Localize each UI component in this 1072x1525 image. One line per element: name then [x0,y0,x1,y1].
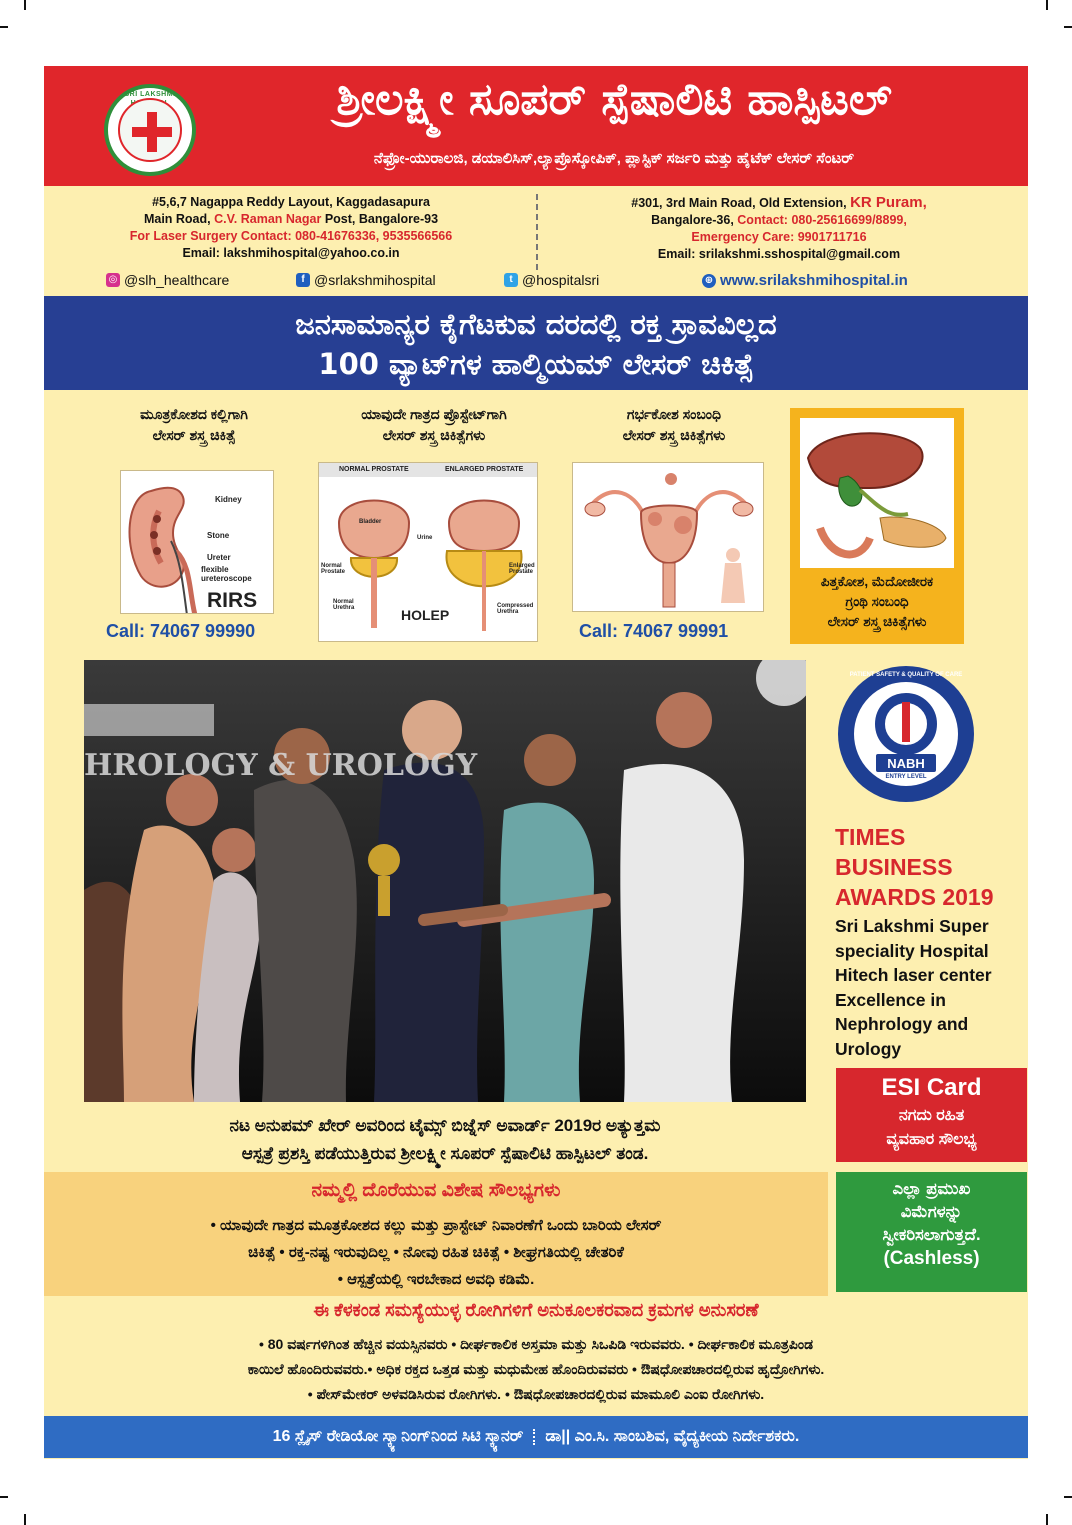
crop-mark-top-right-h [1064,26,1072,28]
website-text: www.srilakshmihospital.in [720,272,908,289]
crop-mark-top-left-h [0,26,8,28]
instagram-handle[interactable] [106,272,229,288]
address-text: Bangalore-36, [651,213,738,227]
award-line: AWARDS 2019 [835,884,994,910]
stage-backdrop-text: HROLOGY & UROLOGY [84,748,478,783]
condition-line: • 80 ವರ್ಷಗಳಿಗಿಂತ ಹೆಚ್ಚಿನ ವಯಸ್ಸಿನವರು • ದೀರ್ಘಕಾಲಿಕ ಅಸ್ತಮಾ ಮತ್ತು ಸಿಒಪಿಡಿ ಇರುವವರು. • ದೀರ್ಘಕಾಲಿಕ ಮೂತ್ರಪಿಂಡ [258,1336,814,1352]
kidney-image [120,470,274,614]
esi-title: ESI Card [881,1074,982,1101]
hospital-advertisement [44,66,1028,1459]
address-text: Post, Bangalore-93 [321,212,439,226]
cashless-label: (Cashless) [883,1248,980,1269]
gallbladder-image [800,418,954,568]
award-desc-line: Urology [835,1038,902,1059]
footer-divider [533,1429,535,1445]
contact-number: Contact: 080-25616699/8899, [737,213,907,227]
holep-caption: HOLEP [401,607,450,623]
label-line: ಪಿತ್ತಕೋಶ, ಮೆದೋಜೀರಕ [820,574,934,589]
address-divider [536,194,538,270]
award-line: TIMES [835,824,906,850]
urine-label: Urine [417,535,433,541]
award-desc-line: Sri Lakshmi Super [835,916,989,936]
nabh-emblem [854,682,958,786]
condition-line: • ಪೇಸ್‌ಮೇಕರ್ ಅಳವಡಿಸಿರುವ ರೋಗಿಗಳು. • ಔಷಧೋಪಚಾರದಲ್ಲಿರುವ ಮಾಮೂಲಿ ಎಂಐ ರೋಗಿಗಳು. [307,1386,765,1402]
treatment-label-prostate [314,404,554,446]
label-line: ಲೇಸರ್ ಶಸ್ತ್ರ ಚಿಕಿತ್ಸೆ [152,427,236,443]
crop-mark-bottom-right [1046,1514,1048,1525]
nabh-name: NABH [887,756,925,771]
locality-name: C.V. Raman Nagar [214,212,322,226]
label-line: ಮೂತ್ರಕೋಶದ ಕಲ್ಲಿಗಾಗಿ [140,406,248,422]
crop-mark-top-left [24,0,26,10]
cross-icon-bar [132,127,172,137]
caption-line: ನಟ ಅನುಪಮ್ ಖೇರ್ ಅವರಿಂದ ಟೈಮ್ಸ್ ಬಿಜ್ನೆಸ್ ಅವಾರ್ಡ್ 2019ರ ಅತ್ಯುತ್ತಮ [229,1116,661,1135]
compressed-urethra-label: Compressed Urethra [497,603,534,615]
facility-line: • ಯಾವುದೇ ಗಾತ್ರದ ಮೂತ್ರಕೋಶದ ಕಲ್ಲು ಮತ್ತು ಪ್ರಾಸ್ಟೇಟ್ ನಿವಾರಣೆಗೆ ಒಂದು ಬಾರಿಯ ಲೇಸರ್ [210,1217,662,1234]
facility-line: • ಆಸ್ಪತ್ರೆಯಲ್ಲಿ ಇರಬೇಕಾದ ಅವಧಿ ಕಡಿಮೆ. [337,1271,535,1288]
address-section [44,186,1028,296]
esi-line: ನಗದು ರಹಿತ [898,1107,965,1124]
footer-bar [44,1416,1028,1458]
headline-line-1: ಜನಸಾಮಾನ್ಯರ ಕೈಗೆಟಕುವ ದರದಲ್ಲಿ ರಕ್ತ ಸ್ರಾವವಿಲ್ಲದ [295,307,777,341]
award-desc-line: Nephrology and [835,1014,969,1034]
award-line: BUSINESS [835,854,953,880]
conditions-title: ಈ ಕೆಳಕಂಡ ಸಮಸ್ಯೆಯುಳ್ಳ ರೋಗಿಗಳಿಗೆ ಅನುಕೂಲಕರವಾದ ಕ್ರಮಗಳ ಅನುಸರಣೆ [313,1300,759,1320]
hospital-logo [104,84,196,176]
emergency-contact: Emergency Care: 9901711716 [691,230,867,244]
conditions-panel [44,1296,1028,1412]
facilities-list [74,1212,798,1293]
facebook-text: @srlakshmihospital [314,272,436,288]
instagram-text: @slh_healthcare [124,272,230,288]
crop-mark-bottom-left [24,1514,26,1525]
treatment-label-uterus [574,404,774,446]
stone-label: Stone [207,531,230,540]
facilities-panel [44,1172,828,1296]
condition-line: ಕಾಯಿಲೆ ಹೊಂದಿರುವವರು.• ಅಧಿಕ ರಕ್ತದ ಒತ್ತಡ ಮತ್ತು ಮಧುಮೇಹ ಹೊಂದಿರುವವರು • ಔಷಧೋಪಚಾರದಲ್ಲಿರುವ ಹೃದ್ರೋಗಿಗಳು. [247,1361,825,1377]
hospital-name: ಶ್ರೀಲಕ್ಷ್ಮೀ ಸೂಪರ್ ಸ್ಪೆಷಾಲಿಟಿ ಹಾಸ್ಪಿಟಲ್ [336,74,892,125]
award-desc-line: speciality Hospital [835,940,989,961]
address-line [544,194,1014,212]
uterus-image [572,462,764,612]
photo-caption [84,1112,806,1168]
crop-mark-bottom-left-h [0,1496,8,1498]
enlarged-prostate-label: Enlarged Prostate [509,563,535,575]
treatment-label-kidney [94,404,294,446]
hospital-specialities: ನೆಫ್ರೋ-ಯುರಾಲಜಿ, ಡಯಾಲಿಸಿಸ್,ಲ್ಯಾಪ್ರೊಸ್ಕೋಪಿಕ್, ಪ್ಲಾಸ್ಟಿಕ್ ಸರ್ಜರಿ ಮತ್ತು ಹೈಟೆಕ್ ಲೇಸರ್ ಸೆಂಟರ್ [373,150,855,167]
call-uterus[interactable]: Call: 74067 99991 [579,621,729,641]
globe-icon: ⊕ [702,274,716,288]
label-line: ಲೇಸರ್ ಶಸ್ತ್ರ ಚಿಕಿತ್ಸೆಗಳು [827,614,927,629]
kidney-label: Kidney [215,495,242,504]
ureter-label: Ureter [207,553,231,562]
normal-prostate-label: Normal Prostate [321,563,346,575]
label-line: ಲೇಸರ್ ಶಸ್ತ್ರ ಚಿಕಿತ್ಸೆಗಳು [382,427,486,443]
address-kr-puram [544,194,1014,263]
normal-urethra-label: Normal Urethra [333,599,355,611]
award-desc-line: Excellence in [835,989,946,1010]
address-text: Main Road, [143,212,215,226]
website-link[interactable] [702,272,908,289]
label-line: ಲೇಸರ್ ಶಸ್ತ್ರ ಚಿಕಿತ್ಸೆಗಳು [622,427,726,443]
twitter-icon: t [504,273,518,287]
flexible-label: flexible [201,565,229,574]
label-line: ಗರ್ಭಕೋಶ ಸಂಬಂಧಿ [626,406,722,422]
prostate-image [318,462,538,642]
twitter-text: @hospitalsri [522,272,600,288]
normal-prostate-title: NORMAL PROSTATE [339,466,409,473]
address-line [56,211,526,228]
headline-line-2: 100 ವ್ಯಾಟ್‌ಗಳ ಹಾಲ್ಮಿಯಮ್ ಲೇಸರ್ ಚಿಕಿತ್ಸೆ [318,347,754,381]
award-desc-line: Hitech laser center [835,965,992,985]
laser-contact: For Laser Surgery Contact: 080-41676336, 9535566566 [129,229,453,243]
crop-mark-top-right [1046,0,1048,10]
uterus-diagram [573,463,764,612]
nabh-level: ENTRY LEVEL [885,774,927,780]
nabh-badge [838,666,974,802]
facilities-title: ನಮ್ಮಲ್ಲಿ ದೊರೆಯುವ ವಿಶೇಷ ಸೌಲಭ್ಯಗಳು [311,1180,561,1201]
bladder-label: Bladder [359,519,382,525]
logo-ring-text: SRI LAKSHMI [124,91,176,98]
crop-mark-bottom-right-h [1064,1496,1072,1498]
cashless-line: ಎಲ್ಲಾ ಪ್ರಮುಖ [892,1180,971,1198]
prostate-header [319,463,538,477]
facility-line: ಚಿಕಿತ್ಸೆ • ರಕ್ತ-ನಷ್ಟ ಇರುವುದಿಲ್ಲ • ನೋವು ರಹಿತ ಚಿಕಿತ್ಸೆ • ಶೀಘ್ರಗತಿಯಲ್ಲಿ ಚೇತರಿಕೆ [248,1244,624,1261]
times-award-title [835,822,1015,912]
caption-line: ಆಸ್ಪತ್ರೆ ಪ್ರಶಸ್ತಿ ಪಡೆಯುತ್ತಿರುವ ಶ್ರೀಲಕ್ಷ್ಮೀ ಸೂಪರ್ ಸ್ಪೆಷಾಲಿಟಿ ಹಾಸ್ಪಿಟಲ್ ತಂಡ. [241,1144,649,1163]
treatment-label-gallbladder [794,572,960,632]
ureteroscope-label: ureteroscope [201,574,252,583]
award-photo-scene [84,660,806,1102]
conditions-list [84,1332,988,1407]
label-line: ಯಾವುದೇ ಗಾತ್ರದ ಪ್ರೊಸ್ಟೇಟ್‌ಗಾಗಿ [361,406,507,422]
rirs-caption: RIRS [207,589,258,612]
address-line [544,212,1014,229]
enlarged-prostate-title: ENLARGED PROSTATE [445,466,524,473]
label-line: ಗ್ರಂಥಿ ಸಂಬಂಧಿ [845,594,909,609]
facebook-handle[interactable] [296,272,436,288]
address-cv-raman-nagar [56,194,526,262]
email[interactable]: Email: srilakshmi.sshospital@gmail.com [657,247,901,261]
email[interactable]: Email: lakshmihospital@yahoo.co.in [182,246,400,260]
gallbladder-diagram [800,418,954,568]
esi-card-panel [836,1068,1027,1162]
times-award-description [835,914,1015,1061]
address-line: #5,6,7 Nagappa Reddy Layout, Kaggadasapura [152,195,430,209]
cashless-panel [836,1172,1027,1292]
cashless-line: ವಿಮೆಗಳನ್ನು [900,1203,963,1221]
facebook-icon: f [296,273,310,287]
call-rirs[interactable]: Call: 74067 99990 [106,621,256,641]
header-banner [44,66,1028,186]
medical-director-text: ಡಾ|| ಎಂ.ಸಿ. ಸಾಂಬಶಿವ, ವೈದ್ಯಕೀಯ ನಿರ್ದೇಶಕರು. [545,1428,800,1445]
locality-name: KR Puram, [850,194,927,211]
logo-emblem [118,98,182,162]
instagram-icon: ◎ [106,273,120,287]
address-text: #301, 3rd Main Road, Old Extension, [631,196,851,210]
esi-line: ವ್ಯವಹಾರ ಸೌಲಭ್ಯ [886,1131,977,1148]
headline-band [44,296,1028,390]
ct-scanner-text: 16 ಸ್ಲೈಸ್ ರೇಡಿಯೋ ಸ್ಕ್ಯಾನಿಂಗ್‌ನಿಂದ ಸಿಟಿ ಸ್ಕ್ಯಾನರ್ [272,1428,524,1445]
award-photo [84,660,806,1102]
gallbladder-panel [790,408,964,644]
twitter-handle[interactable] [504,272,599,288]
cashless-line: ಸ್ವೀಕರಿಸಲಾಗುತ್ತದೆ. [882,1226,981,1244]
nabh-ring-text: PATIENT SAFETY & QUALITY OF CARE [849,672,963,678]
